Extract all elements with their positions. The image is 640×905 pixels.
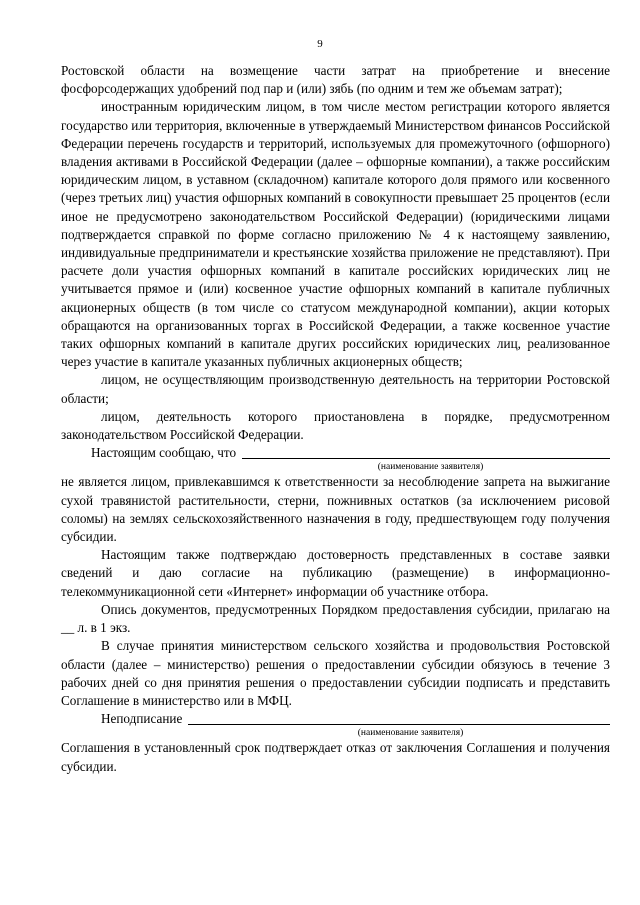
paragraph-4: лицом, деятельность которого приостановлена в порядке, предусмотренном законодательством Российской Федерации. bbox=[61, 408, 610, 443]
decision-paragraph: В случае принятия министерством сельского хозяйства и продовольствия Ростовской области (далее – министерство) решения о предоставлении субсидии обязуюсь в течение 3 рабочих дней со дня принятия решения о предоставлении субсидии подписать и представить Соглашение в министерство или в МФЦ. bbox=[61, 638, 610, 708]
paragraph-2: иностранным юридическим лицом, в том числе местом регистрации которого является государство или территория, включенные в утверждаемый Министерством финансов Российской Федерации перечень государств и территорий, используемых для промежуточного (офшорного) владения активами в Российской Федерации (далее – офшорные компании), а также российским юридическим лицом, в уставном (складочном) капитале которого доля прямого или косвенного (через третьих лиц) участия офшорных компаний в совокупности превышает 25 процентов (если иное не предусмотрено законодательством Российской Федерации) (юридическими лицами подтверждается справкой по форме согласно приложению № 4 к настоящему заявлению, индивидуальные предприниматели и крестьянские хозяйства приложение не представляют). При расчете доли участия офшорных компаний в капитале российских юридических лиц не учитывается прямое и (или) косвенное участие офшорных компаний в капитале публичных акционерных обществ (в том числе со статусом международной компании), акции которых обращаются на организованных торгах в Российской Федерации, а также косвенное участие таких офшорных компаний в капитале других российских юридических лиц, реализованное через участие в капитале указанных публичных акционерных обществ; bbox=[61, 99, 610, 370]
page-number: 9 bbox=[317, 38, 323, 50]
applicant-name-blank-2[interactable] bbox=[188, 710, 610, 725]
nonsign-line bbox=[61, 710, 610, 728]
paragraph-3: лицом, не осуществляющим производственную деятельность на территории Ростовской области; bbox=[61, 372, 610, 406]
inventory-paragraph: Опись документов, предусмотренных Порядком предоставления субсидии, прилагаю на __ л. в 1 экз. bbox=[61, 601, 610, 636]
confirm-paragraph: Настоящим также подтверждаю достоверность представленных в составе заявки сведений и даю согласие на публикацию (размещение) в информационно-телекоммуникационной сети «Интернет» информации об участнике отбора. bbox=[61, 547, 610, 599]
notice-line bbox=[61, 444, 610, 462]
notice-lead: Настоящим сообщаю, что bbox=[91, 445, 237, 461]
notice-continuation: не является лицом, привлекавшимся к ответственности за несоблюдение запрета на выжигание сухой травянистой растительности, стерни, пожнивных остатков (за исключением рисовой соломы) на землях сельскохозяйственного назначения в году, предшествующем году получения субсидии. bbox=[61, 474, 610, 545]
nonsign-hint: (наименование заявителя) bbox=[357, 728, 464, 739]
nonsign-continuation: Соглашения в установленный срок подтверждает отказ от заключения Соглашения и получения субсидии. bbox=[61, 740, 610, 774]
document-body bbox=[61, 62, 610, 776]
nonsign-lead: Неподписание bbox=[101, 711, 183, 727]
applicant-name-blank[interactable] bbox=[242, 444, 610, 459]
notice-hint: (наименование заявителя) bbox=[377, 462, 484, 473]
paragraph-1: Ростовской области на возмещение части затрат на приобретение и внесение фосфорсодержащих удобрений под пар и (или) зябь (по одним и тем же объемам затрат); bbox=[61, 63, 610, 97]
